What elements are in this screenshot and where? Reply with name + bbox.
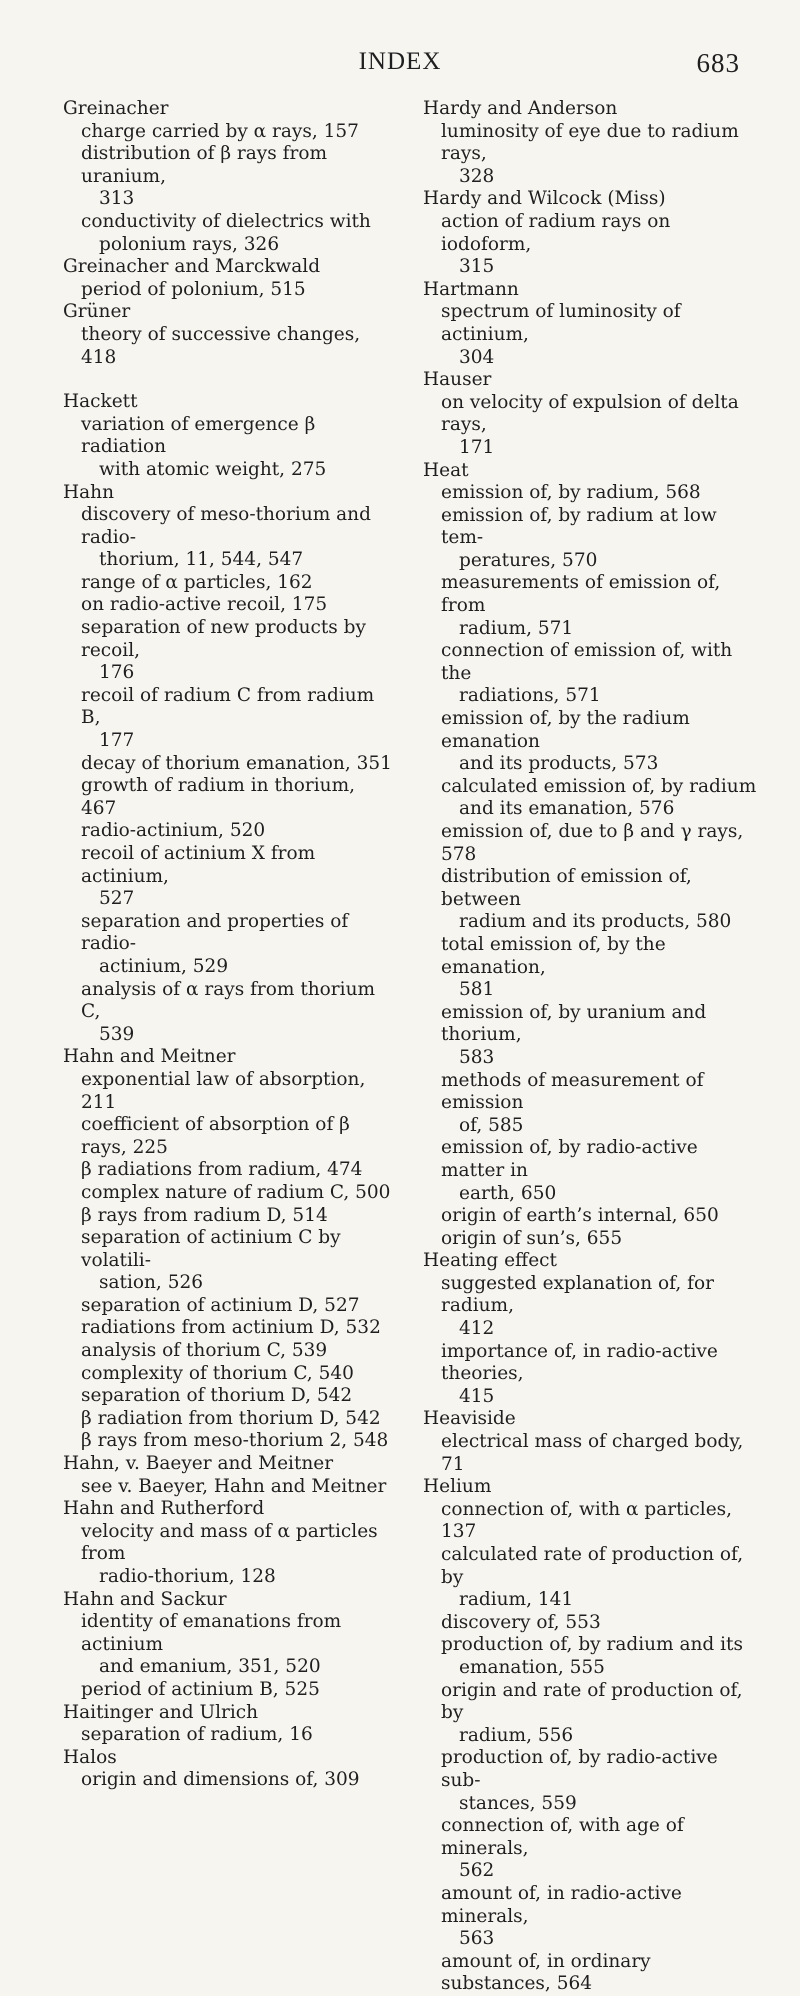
subentry-text: emission of, by radium, 568 [441, 482, 701, 504]
index-heading: Hauser [423, 369, 492, 391]
subentry-text: separation of actinium C by volatili- [81, 1227, 341, 1271]
index-entry [63, 98, 393, 256]
index-subentry [423, 1634, 759, 1679]
index-entry [63, 1453, 393, 1498]
index-subentry [423, 776, 759, 821]
index-subentry [423, 482, 759, 505]
subentry-text: emission of, due to β and γ rays, 578 [441, 821, 744, 865]
index-subentry [423, 1137, 759, 1205]
index-subentry [63, 1476, 393, 1499]
subentry-continuation: radio-thorium, 128 [99, 1566, 276, 1587]
subentry-text: discovery of, 553 [441, 1611, 601, 1633]
subentry-continuation: 176 [99, 662, 135, 684]
subentry-continuation: stances, 559 [459, 1792, 577, 1814]
subentry-text: decay of thorium emanation, 351 [81, 752, 392, 774]
index-subentry [423, 1951, 759, 1996]
index-subentry [63, 1724, 393, 1747]
subentry-continuation: sation, 526 [99, 1272, 203, 1294]
index-subentry [63, 1182, 393, 1205]
index-entry [423, 1250, 759, 1408]
index-subentry [63, 753, 393, 776]
subentry-continuation: 171 [459, 436, 495, 458]
index-entry [423, 369, 759, 459]
index-heading: Helium [423, 1476, 492, 1498]
subentry-text: production of, by radio-active sub- [441, 1747, 718, 1791]
subentry-continuation: peratures, 570 [459, 549, 598, 571]
subentry-continuation: 562 [459, 1860, 495, 1882]
subentry-text: separation of new products by recoil, [81, 617, 366, 661]
index-subentry [423, 1273, 759, 1341]
index-subentry [423, 211, 759, 279]
index-subentry [63, 1408, 393, 1431]
index-subentry [423, 1747, 759, 1815]
subentry-text: growth of radium in thorium, 467 [81, 775, 356, 819]
subentry-text: coefficient of absorption of β rays, 225 [81, 1114, 350, 1158]
subentry-continuation: 412 [459, 1318, 495, 1340]
index-entry [423, 279, 759, 369]
index-entry [63, 1046, 393, 1453]
subentry-text: see v. Baeyer, Hahn and Meitner [81, 1475, 387, 1497]
subentry-text: on velocity of expulsion of delta rays, [441, 391, 739, 436]
index-subentry [63, 685, 393, 753]
subentry-continuation: 328 [459, 165, 495, 187]
subentry-text: total emission of, by the emanation, [441, 933, 666, 978]
index-subentry [423, 392, 759, 460]
subentry-text: β radiation from thorium D, 542 [81, 1407, 381, 1429]
subentry-text: analysis of α rays from thorium C, [81, 978, 376, 1023]
subentry-continuation: and its products, 573 [459, 753, 659, 775]
index-subentry [63, 1521, 393, 1589]
index-entry [63, 1498, 393, 1588]
index-subentry [63, 594, 393, 617]
index-subentry [63, 572, 393, 595]
index-column-left [63, 98, 393, 1792]
subentry-continuation: 177 [99, 730, 135, 752]
index-subentry [63, 143, 393, 211]
index-subentry [63, 279, 393, 302]
subentry-text: on radio-active recoil, 175 [81, 594, 328, 616]
index-subentry [423, 301, 759, 369]
index-heading: Heat [423, 459, 469, 481]
subentry-text: spectrum of luminosity of actinium, [441, 301, 681, 345]
subentry-text: importance of, in radio-active theories, [441, 1340, 718, 1385]
subentry-text: β radiations from radium, 474 [81, 1159, 363, 1181]
index-subentry [63, 1295, 393, 1318]
subentry-continuation: earth, 650 [459, 1182, 557, 1204]
index-subentry [423, 1612, 759, 1635]
index-subentry [63, 211, 393, 256]
index-subentry [423, 1431, 759, 1476]
subentry-continuation: radium, 571 [459, 617, 574, 639]
index-subentry [423, 505, 759, 573]
index-heading: Heating effect [423, 1250, 557, 1272]
subentry-text: discovery of meso-thorium and radio- [81, 504, 371, 548]
subentry-text: amount of, in radio-active minerals, [441, 1882, 682, 1927]
subentry-text: velocity and mass of α particles from [81, 1520, 378, 1565]
index-subentry [423, 1205, 759, 1228]
subentry-continuation: 313 [99, 188, 135, 210]
index-heading: Hahn [63, 481, 114, 503]
subentry-text: calculated emission of, by radium [441, 775, 757, 797]
index-subentry [63, 1227, 393, 1295]
subentry-text: emission of, by the radium emanation [441, 708, 690, 752]
subentry-text: recoil of actinium X from actinium, [81, 843, 316, 887]
index-heading: Hahn, v. Baeyer and Meitner [63, 1453, 334, 1475]
subentry-continuation: radium, 556 [459, 1724, 574, 1746]
index-subentry [423, 1228, 759, 1251]
index-heading: Haitinger and Ulrich [63, 1701, 259, 1723]
subentry-continuation: radiations, 571 [459, 685, 601, 707]
subentry-text: complex nature of radium C, 500 [81, 1181, 391, 1203]
index-entry [423, 98, 759, 188]
subentry-continuation: radium and its products, 580 [459, 911, 732, 933]
index-entry [63, 301, 393, 369]
index-subentry [423, 1499, 759, 1544]
subentry-continuation: and emanium, 351, 520 [99, 1656, 321, 1678]
subentry-continuation: 563 [459, 1928, 495, 1950]
subentry-text: emission of, by radium at low tem- [441, 504, 717, 549]
index-subentry [63, 1385, 393, 1408]
subentry-continuation: thorium, 11, 544, 547 [99, 549, 304, 571]
subentry-continuation: emanation, 555 [459, 1656, 605, 1678]
index-heading: Hahn and Meitner [63, 1046, 236, 1068]
subentry-text: radiations from actinium D, 532 [81, 1317, 381, 1339]
index-subentry [63, 843, 393, 911]
subentry-text: calculated rate of production of, by [441, 1544, 744, 1588]
index-heading: Hahn and Rutherford [63, 1498, 265, 1520]
index-heading: Hardy and Anderson [423, 98, 618, 119]
index-subentry [63, 1205, 393, 1228]
index-subentry [63, 1611, 393, 1679]
index-subentry [423, 640, 759, 708]
page-number: 683 [696, 48, 740, 78]
index-entry [423, 188, 759, 278]
subentry-text: origin of earth’s internal, 650 [441, 1205, 719, 1227]
subentry-continuation: and its emanation, 576 [459, 798, 675, 820]
index-heading: Hartmann [423, 278, 519, 300]
subentry-text: identity of emanations from actinium [81, 1611, 342, 1655]
index-subentry [63, 1114, 393, 1159]
subentry-text: complexity of thorium C, 540 [81, 1362, 354, 1384]
index-subentry [63, 775, 393, 820]
subentry-continuation: 583 [459, 1046, 495, 1068]
index-column-right [423, 98, 759, 1996]
subentry-continuation: with atomic weight, 275 [99, 458, 327, 480]
index-subentry [423, 1341, 759, 1409]
index-subentry [63, 324, 393, 369]
subentry-continuation: 304 [459, 346, 495, 368]
subentry-text: analysis of thorium C, 539 [81, 1340, 328, 1362]
index-entry [423, 460, 759, 1251]
subentry-text: recoil of radium C from radium B, [81, 684, 375, 729]
subentry-text: measurements of emission of, from [441, 572, 721, 617]
subentry-text: emission of, by uranium and thorium, [441, 1001, 707, 1046]
subentry-text: origin and dimensions of, 309 [81, 1769, 360, 1791]
subentry-text: distribution of β rays from uranium, [81, 143, 328, 187]
subentry-continuation: 315 [459, 256, 495, 278]
index-subentry [63, 1340, 393, 1363]
index-subentry [63, 911, 393, 979]
index-subentry [423, 572, 759, 640]
subentry-text: luminosity of eye due to radium rays, [441, 120, 739, 165]
subentry-continuation: 581 [459, 979, 495, 1001]
subentry-continuation: radium, 141 [459, 1589, 574, 1611]
index-heading: Hahn and Sackur [63, 1588, 227, 1610]
index-subentry [423, 1680, 759, 1748]
subentry-text: methods of measurement of emission [441, 1069, 704, 1114]
index-heading: Hackett [63, 391, 138, 413]
index-heading: Heaviside [423, 1408, 516, 1430]
index-entry [63, 1589, 393, 1702]
subentry-text: separation of radium, 16 [81, 1724, 313, 1746]
index-entry [63, 1747, 393, 1792]
index-entry [63, 391, 393, 481]
subentry-text: charge carried by α rays, 157 [81, 120, 359, 142]
subentry-text: β rays from meso-thorium 2, 548 [81, 1430, 389, 1452]
index-subentry [63, 414, 393, 482]
index-subentry [423, 1070, 759, 1138]
subentry-text: emission of, by radio-active matter in [441, 1137, 698, 1181]
subentry-text: separation and properties of radio- [81, 910, 349, 955]
index-subentry [63, 1430, 393, 1453]
subentry-text: connection of, with α particles, 137 [441, 1498, 733, 1543]
subentry-text: variation of emergence β radiation [81, 413, 316, 458]
index-entry [63, 1702, 393, 1747]
subentry-text: connection of emission of, with the [441, 640, 733, 684]
subentry-text: period of polonium, 515 [81, 278, 306, 300]
index-subentry [423, 708, 759, 776]
index-entry [63, 482, 393, 1047]
index-subentry [63, 1069, 393, 1114]
subentry-text: theory of successive changes, 418 [81, 323, 361, 368]
subentry-text: exponential law of absorption, 211 [81, 1068, 366, 1113]
subentry-text: origin of sun’s, 655 [441, 1227, 623, 1249]
index-heading: Hardy and Wilcock (Miss) [423, 188, 666, 210]
subentry-text: β rays from radium D, 514 [81, 1204, 328, 1226]
index-subentry [423, 1544, 759, 1612]
subentry-continuation: of, 585 [459, 1114, 524, 1136]
subentry-text: amount of, in ordinary substances, 564 [441, 1950, 651, 1995]
index-subentry [63, 979, 393, 1047]
index-subentry [423, 121, 759, 189]
subentry-continuation: actinium, 529 [99, 955, 229, 977]
index-subentry [423, 821, 759, 866]
subentry-text: origin and rate of production of, by [441, 1679, 743, 1724]
index-subentry [63, 121, 393, 144]
index-subentry [423, 934, 759, 1002]
index-subentry [63, 1317, 393, 1340]
index-subentry [63, 1769, 393, 1792]
subentry-text: production of, by radium and its [441, 1634, 743, 1656]
index-heading: Greinacher [63, 98, 169, 119]
index-heading: Greinacher and Marckwald [63, 256, 321, 278]
index-entry [423, 1408, 759, 1476]
index-subentry [63, 504, 393, 572]
index-subentry [423, 866, 759, 934]
subentry-text: suggested explanation of, for radium, [441, 1272, 714, 1317]
subentry-text: range of α particles, 162 [81, 571, 313, 593]
subentry-text: radio-actinium, 520 [81, 820, 266, 842]
subentry-continuation: 527 [99, 888, 135, 910]
subentry-continuation: polonium rays, 326 [99, 233, 280, 255]
index-subentry [63, 617, 393, 685]
index-subentry [63, 1159, 393, 1182]
subentry-text: separation of actinium D, 527 [81, 1294, 360, 1316]
subentry-continuation: 539 [99, 1023, 135, 1045]
index-subentry [423, 1883, 759, 1951]
index-heading: Grüner [63, 301, 131, 323]
index-subentry [423, 1815, 759, 1883]
index-heading: Halos [63, 1746, 117, 1768]
subentry-text: distribution of emission of, between [441, 866, 692, 910]
subentry-text: electrical mass of charged body, 71 [441, 1431, 744, 1475]
index-subentry [63, 820, 393, 843]
index-subentry [63, 1363, 393, 1386]
subentry-text: action of radium rays on iodoform, [441, 210, 671, 255]
subentry-continuation: 415 [459, 1385, 495, 1407]
subentry-text: conductivity of dielectrics with [81, 210, 371, 232]
index-entry [423, 1476, 759, 1996]
page-title: INDEX [358, 48, 442, 75]
index-entry [63, 256, 393, 301]
subentry-text: connection of, with age of minerals, [441, 1815, 684, 1859]
index-subentry [423, 1002, 759, 1070]
index-subentry [63, 1679, 393, 1702]
subentry-text: period of actinium B, 525 [81, 1678, 320, 1700]
subentry-text: separation of thorium D, 542 [81, 1385, 353, 1407]
